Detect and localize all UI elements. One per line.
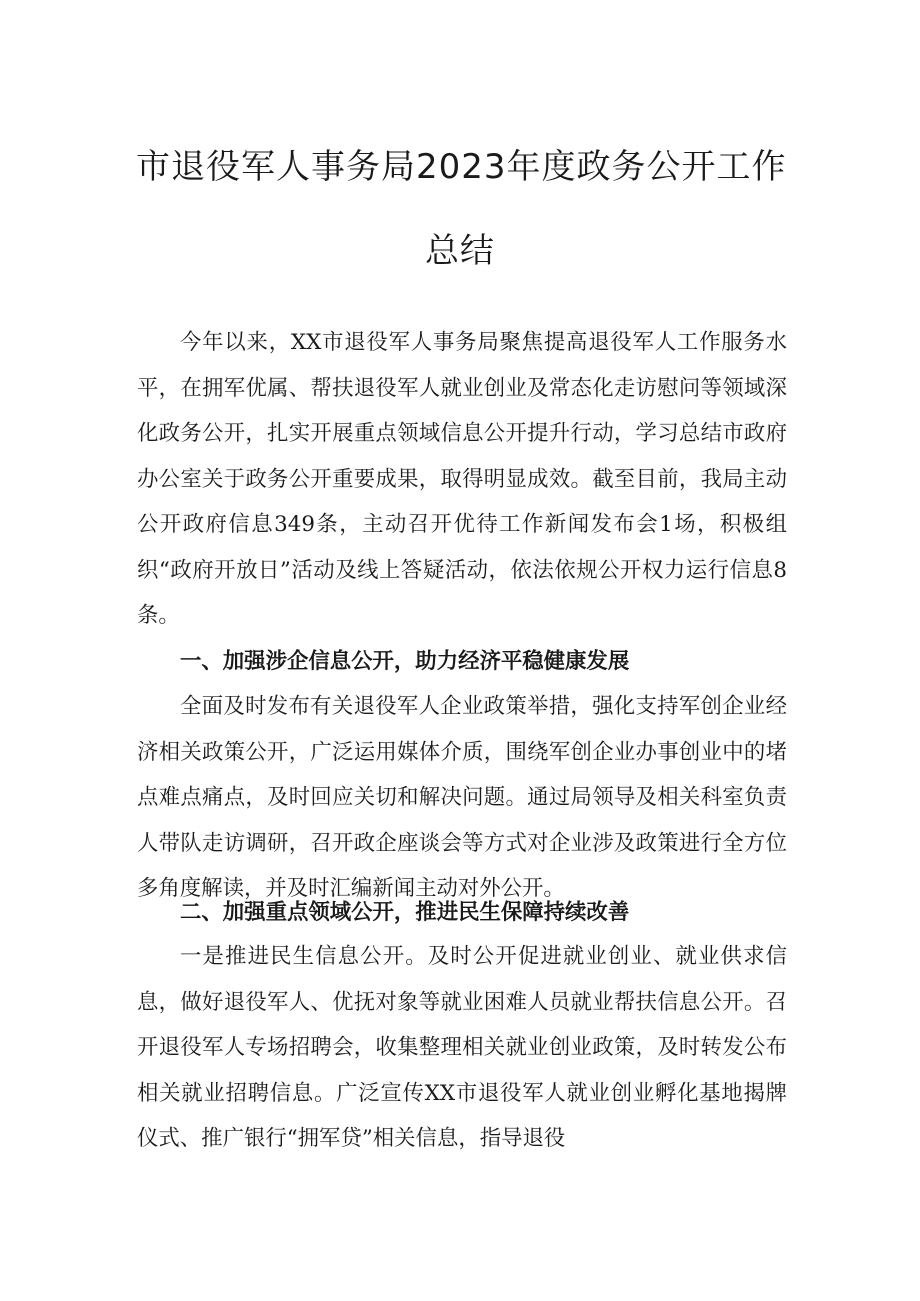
section2-paragraph: 一是推进民生信息公开。及时公开促进就业创业、就业供求信息，做好退役军人、优抚对象等就业困难人员就业帮扶信息公开。召开退役军人专场招聘会，收集整理相关就业创业政策，及时转发公布相关就业招聘信息。广泛宣传XX市退役军人就业创业孵化基地揭牌仪式、推广银行“拥军贷”相关信息，指导退役 — [137, 944, 787, 1151]
document-title-line2: 总结 — [425, 231, 495, 271]
intro-paragraph: 今年以来，XX市退役军人事务局聚焦提高退役军人工作服务水平，在拥军优属、帮扶退役军人就业创业及常态化走访慰问等领域深化政务公开，扎实开展重点领域信息公开提升行动，学习总结市政府办公室关于政务公开重要成果，取得明显成效。截至目前，我局主动公开政府信息349条，主动召开优待工作新闻发布会1场，积极组织“政府开放日”活动及线上答疑活动，依法依规公开权力运行信息8条。 — [137, 330, 787, 628]
document-title-line1: 市退役军人事务局2023年度政务公开工作 — [136, 147, 787, 187]
section1-paragraph: 全面及时发布有关退役军人企业政策举措，强化支持军创企业经济相关政策公开，广泛运用媒体介质，围绕军创企业办事创业中的堵点难点痛点，及时回应关切和解决问题。通过局领导及相关科室负责人带队走访调研，召开政企座谈会等方式对企业涉及政策进行全方位多角度解读，并及时汇编新闻主动对外公开。 — [137, 694, 787, 901]
section2-heading: 二、加强重点领域公开，推进民生保障持续改善 — [180, 900, 630, 925]
section1-heading: 一、加强涉企信息公开，助力经济平稳健康发展 — [180, 649, 630, 674]
